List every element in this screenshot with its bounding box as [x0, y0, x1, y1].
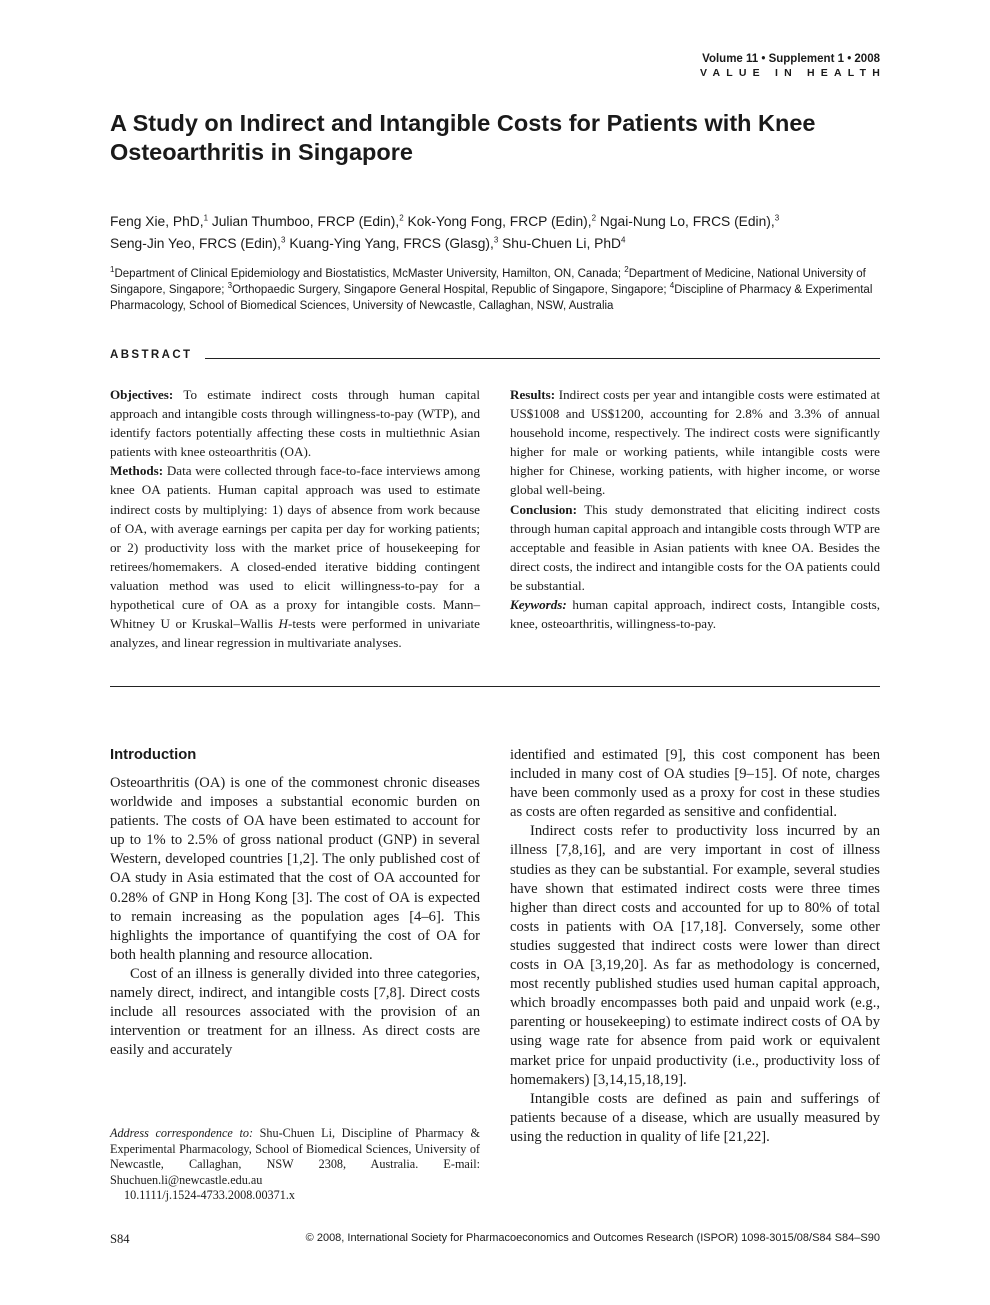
- abstract-objectives: Objectives: To estimate indirect costs through human capital approach and intangible costs through willingness-to-pay (WTP), and identify factors potentially affecting these costs in multiethnic Asian patients with knee osteoarthritis (OA).: [110, 387, 480, 460]
- journal-volume: Volume 11 • Supplement 1 • 2008: [702, 53, 880, 65]
- author: Kuang-Ying Yang, FRCS (Glasg),$^3$: [289, 235, 499, 251]
- body-paragraph: identified and estimated [9], this cost component has been included in many cost of OA studies [9–15]. Of note, charges have been commonly used as a proxy for cost in these studies as costs are often regarded as sensitive and confidential.: [510, 747, 880, 821]
- author: Feng Xie, PhD,$^1$: [110, 213, 209, 229]
- abstract-conclusion: Conclusion: This study demonstrated that eliciting indirect costs through human capital approach and intangible costs through WTP are acceptable and feasible in Asian patients with knee OA. Besides the direct costs, the indirect and intangible costs for the OA patients could be substantial.: [510, 501, 880, 593]
- author: Shu-Chuen Li, PhD$^4$: [502, 235, 626, 251]
- abstract-left-column: [110, 385, 480, 652]
- body-left-column: [110, 746, 480, 1060]
- journal-name: VALUE IN HEALTH: [700, 67, 886, 79]
- author: Seng-Jin Yeo, FRCS (Edin),$^3$: [110, 235, 286, 251]
- body-right-column: [510, 746, 880, 1147]
- abstract-heading: ABSTRACT: [110, 347, 200, 363]
- correspondence-footnote: [110, 1126, 480, 1204]
- affiliation: Discipline of Pharmacy & Experimental Pharmacology, School of Biomedical Sciences, University of Newcastle, Callaghan, NSW, Australia: [110, 284, 873, 312]
- correspondence-text: Shu-Chuen Li, Discipline of Pharmacy & Experimental Pharmacology, School of Biomedical Sciences, University of Newcastle, Callaghan, NSW 2308, Australia. E-mail: Shuchuen.li@newcastle.edu.au: [110, 1126, 481, 1187]
- abstract-keywords: Keywords: human capital approach, indirect costs, Intangible costs, knee, osteoarthritis, willingness-to-pay.: [510, 597, 880, 632]
- affiliations: $^1$Department of Clinical Epidemiology and Biostatistics, McMaster University, Hamilton, ON, Canada; $^2$Department of Medicine, National University of Singapore, Singapore; $^3$Orthopaedic Surgery, Singapore General Hospital, Republic of Singapore, Singapore; $^4$Discipline of Pharmacy & Experimental Pharmacology, School of Biomedical Sciences, University of Newcastle, Callaghan, NSW, Australia: [110, 265, 873, 312]
- abstract-divider: [205, 358, 880, 359]
- abstract-results: Results: Indirect costs per year and intangible costs were estimated at US$1008 and US$1200, accounting for 2.8% and 3.3% of annual household income, respectively. The indirect costs were significantly higher for male or working patients, while intangible costs were higher for Chinese, working patients, with higher income, or worse global well-being.: [510, 387, 880, 498]
- affiliation: Department of Medicine, National University of Singapore, Singapore;: [110, 268, 866, 296]
- affiliation: Orthopaedic Surgery, Singapore General Hospital, Republic of Singapore, Singapore;: [232, 284, 670, 296]
- abstract-right-column: [510, 385, 880, 633]
- copyright-line: © 2008, International Society for Pharmacoeconomics and Outcomes Research (ISPOR) 1098-3015/08/S84 S84–S90: [305, 1232, 880, 1244]
- body-paragraph: Indirect costs refer to productivity loss incurred by an illness [7,8,16], and are very important in cost of illness studies as they can be substantial. For example, several studies have shown that estimated indirect costs were three times higher than direct costs and accounted for up to 80% of total costs in patients with OA [17,18]. Conversely, some other studies suggested that indirect costs were lower than direct costs in OA [3,19,20]. As far as methodology is concerned, most recently published studies used human capital approach, which broadly encompasses both paid and unpaid work (e.g., parenting or housekeeping) to estimate indirect costs of OA by using wage rate for absence from paid work or equivalent market price for unpaid productivity (i.e., productivity loss of homemakers) [3,14,15,18,19].: [510, 823, 880, 1088]
- doi: 10.1111/j.1524-4733.2008.00371.x: [124, 1188, 295, 1202]
- body-paragraph: Osteoarthritis (OA) is one of the commonest chronic diseases worldwide and imposes a substantial economic burden on patients. The costs of OA have been estimated to account for up to 1% to 2.5% of gross national product (GNP) in several Western, developed countries [1,2]. The only published cost of OA study in Asia estimated that the cost of OA accounted for 0.28% of GNP in Hong Kong [3]. The cost of OA is expected to remain increasing as the population ages [4–6]. This highlights the importance of quantifying the cost of OA for both health planning and resource allocation.: [110, 775, 480, 963]
- author: Julian Thumboo, FRCP (Edin),$^2$: [211, 213, 404, 229]
- body-paragraph: Intangible costs are defined as pain and sufferings of patients because of a disease, which are usually measured by using the reduction in quality of life [21,22].: [510, 1090, 880, 1145]
- affiliation: Department of Clinical Epidemiology and Biostatistics, McMaster University, Hamilton, ON, Canada;: [114, 268, 625, 280]
- paper-title: A Study on Indirect and Intangible Costs for Patients with Knee Osteoarthritis in Singapore: [110, 110, 816, 165]
- abstract-heading-row: [110, 347, 880, 363]
- correspondence-label: Address correspondence to:: [110, 1126, 254, 1140]
- author: Ngai-Nung Lo, FRCS (Edin),$^3$: [599, 213, 780, 229]
- abstract-bottom-divider: [110, 686, 880, 687]
- section-heading-introduction: Introduction: [110, 747, 197, 763]
- abstract-methods: Methods: Data were collected through face-to-face interviews among knee OA patients. Human capital approach was used to estimate indirect costs by multiplying: 1) days of absence from work because of OA, with average earnings per capita per day for working patients; or 2) productivity loss with the market price of housekeeping for retirees/homemakers. A closed-ended iterative bidding contingent valuation method was used to elicit willingness-to-pay for a hypothetical cure of OA as a proxy for intangible costs. Mann–Whitney U or Kruskal–Wallis H-tests were performed in univariate analyzes, and linear regression in multivariate analyses.: [110, 463, 480, 651]
- body-paragraph: Cost of an illness is generally divided into three categories, namely direct, indirect, and intangible costs [7,8]. Direct costs include all resources associated with the provision of an intervention or treatment for an illness. As direct costs are easily and accurately: [110, 965, 480, 1059]
- author-list: [110, 211, 890, 255]
- journal-header: [700, 52, 886, 80]
- author: Kok-Yong Fong, FRCP (Edin),$^2$: [407, 213, 597, 229]
- page-number: S84: [110, 1232, 130, 1246]
